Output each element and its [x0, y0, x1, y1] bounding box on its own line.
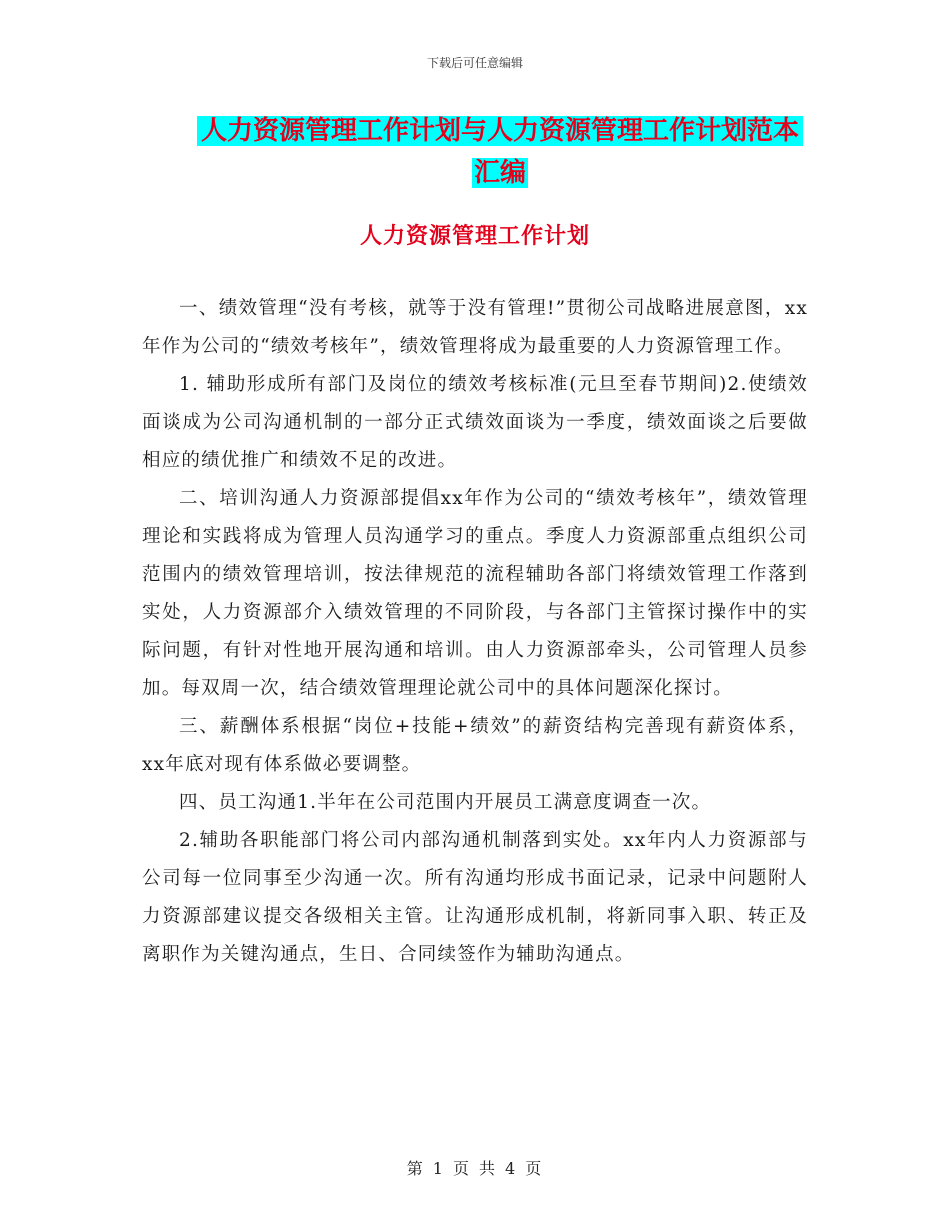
paragraph-compensation: 三、薪酬体系根据“岗位+技能+绩效”的薪资结构完善现有薪资体系，xx年底对现有体系做必要调整。: [142, 716, 808, 775]
header-note: 下载后可任意编辑: [426, 56, 523, 70]
page-footer: [0, 1156, 950, 1179]
paragraph-communication-detail: 2.辅助各职能部门将公司内部沟通机制落到实处。xx年内人力资源部与公司每一位同事至少沟通一次。所有沟通均形成书面记录，记录中问题附人力资源部建议提交各级相关主管。让沟通形成机制，将新同事入职、转正及离职作为关键沟通点，生日、合同续签作为辅助沟通点。: [142, 830, 808, 965]
section-title: 人力资源管理工作计划: [359, 223, 590, 249]
footer-total-prefix: 共: [479, 1159, 498, 1178]
footer-suffix: 页: [525, 1159, 544, 1178]
paragraph-performance-detail: 1. 辅助形成所有部门及岗位的绩效考核标准(元旦至春节期间)2.使绩效面谈成为公司沟通机制的一部分正式绩效面谈为一季度，绩效面谈之后要做相应的绩优推广和绩效不足的改进。: [142, 374, 808, 471]
footer-page-label: 页: [452, 1159, 471, 1178]
body-text: [142, 290, 808, 974]
paragraph-training: 二、培训沟通人力资源部提倡xx年作为公司的“绩效考核年”，绩效管理理论和实践将成为管理人员沟通学习的重点。季度人力资源部重点组织公司范围内的绩效管理培训，按法律规范的流程辅助各部门将绩效管理工作落到实处，人力资源部介入绩效管理的不同阶段，与各部门主管探讨操作中的实际问题，有针对性地开展沟通和培训。由人力资源部牵头，公司管理人员参加。每双周一次，结合绩效管理理论就公司中的具体问题深化探讨。: [142, 488, 808, 699]
page-total: 4: [505, 1159, 518, 1178]
paragraph-communication: 四、员工沟通1.半年在公司范围内开展员工满意度调查一次。: [179, 792, 712, 813]
paragraph-performance: 一、绩效管理“没有考核，就等于没有管理!”贯彻公司战略进展意图，xx年作为公司的“绩效考核年”，绩效管理将成为最重要的人力资源管理工作。: [142, 298, 808, 357]
page-current: 1: [432, 1159, 445, 1178]
title-line-2: 汇编: [473, 158, 526, 188]
footer-prefix: 第: [406, 1159, 425, 1178]
document-title: [190, 110, 810, 194]
title-line-1: 人力资源管理工作计划与人力资源管理工作计划范本: [197, 116, 803, 146]
